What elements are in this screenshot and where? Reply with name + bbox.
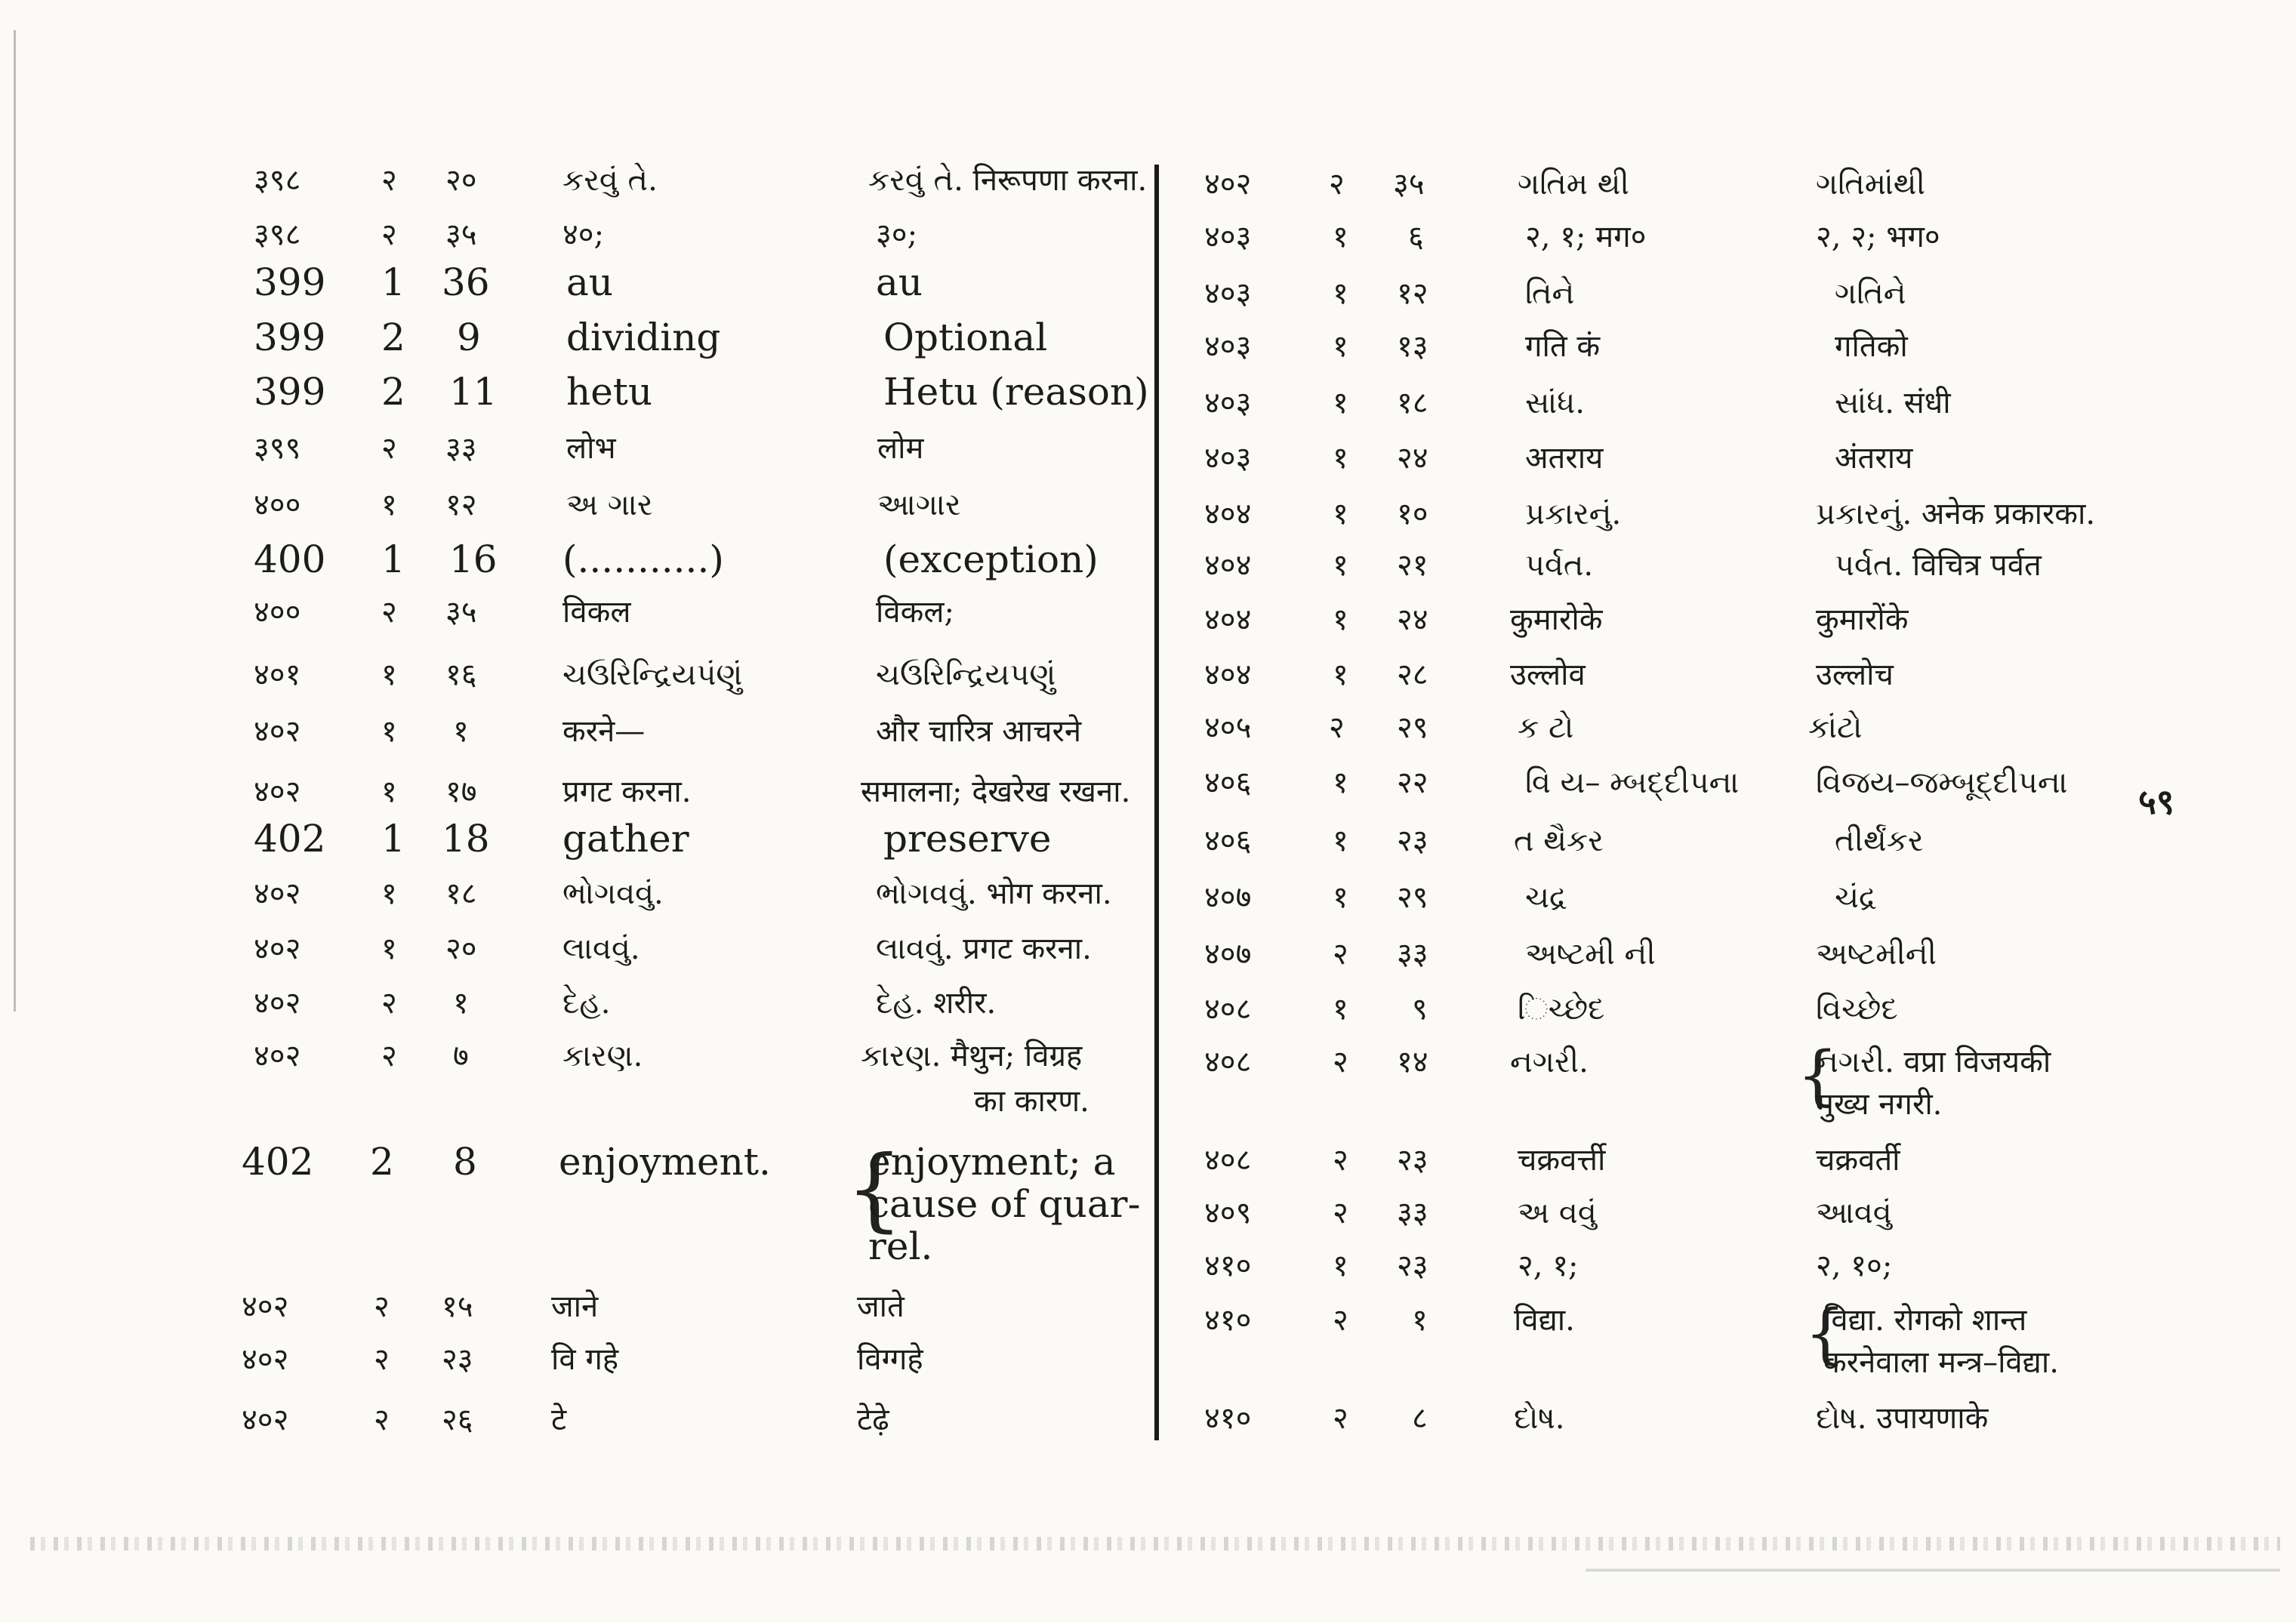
line-number: २३ bbox=[1397, 1143, 1428, 1178]
column-number: २ bbox=[381, 431, 397, 466]
wrong-text: जाने bbox=[551, 1289, 599, 1324]
line-number: १० bbox=[1397, 497, 1428, 531]
column-number: २ bbox=[1333, 1196, 1348, 1230]
wrong-text: टे bbox=[551, 1403, 567, 1437]
column-number: १ bbox=[1333, 1249, 1348, 1283]
page-number: ४१० bbox=[1204, 1249, 1252, 1283]
wrong-text: િચ્છેદ bbox=[1518, 992, 1605, 1027]
correct-text: Hetu (reason) bbox=[883, 370, 1149, 414]
wrong-text: વિ ય– મ્બદ્દીપના bbox=[1525, 765, 1740, 800]
page-number: ४०० bbox=[254, 595, 301, 630]
line-number: १ bbox=[453, 714, 469, 749]
correct-text: जाते bbox=[857, 1289, 905, 1324]
correct-text: ચંદ્ર bbox=[1835, 880, 1877, 915]
page-number: 399 bbox=[254, 316, 326, 359]
column-number: 2 bbox=[381, 370, 405, 414]
correct-text: ગતિને bbox=[1835, 276, 1906, 311]
correct-text: समालना; देखरेख रखना. bbox=[861, 775, 1131, 809]
line-number: २९ bbox=[1397, 880, 1428, 915]
line-number: 11 bbox=[449, 370, 498, 414]
wrong-text: ચઉરિન્દ્રિયપંણું bbox=[562, 658, 743, 692]
wrong-text: ચદ્ર bbox=[1525, 880, 1567, 915]
correct-text: લાવવું. प्रगट करना. bbox=[876, 932, 1092, 966]
wrong-text: लोभ bbox=[566, 431, 616, 466]
correct-text: विद्या. रोगको शान्त bbox=[1823, 1303, 2027, 1338]
correct-text: विग्गहे bbox=[857, 1342, 923, 1377]
correct-text: અષ્ટમીની bbox=[1816, 937, 1937, 972]
correct-text: સાંધ. संधी bbox=[1835, 386, 1951, 420]
page-number: ४०८ bbox=[1204, 1045, 1252, 1079]
correct-text-continued: cause of quar- bbox=[868, 1182, 1141, 1226]
wrong-text: कुमारोके bbox=[1510, 602, 1603, 637]
correct-text: કારણ. मैथुन; विग्रह bbox=[861, 1039, 1083, 1073]
correct-text: गतिको bbox=[1835, 329, 1908, 364]
column-number: १ bbox=[381, 775, 397, 809]
column-number: २ bbox=[374, 1403, 390, 1437]
wrong-text: enjoyment. bbox=[559, 1140, 771, 1184]
column-number: १ bbox=[1333, 548, 1348, 583]
column-number: २ bbox=[1333, 1303, 1348, 1338]
column-number: 1 bbox=[381, 260, 405, 304]
line-number: २३ bbox=[1397, 824, 1428, 858]
page-number: ४०३ bbox=[1204, 220, 1252, 254]
column-number: १ bbox=[1333, 880, 1348, 915]
page-number: 402 bbox=[242, 1140, 314, 1184]
column-number: १ bbox=[1333, 658, 1348, 692]
line-number: १३ bbox=[1397, 329, 1428, 364]
column-number: १ bbox=[1333, 220, 1348, 254]
wrong-text: गति कं bbox=[1525, 329, 1601, 364]
correct-text: પર્વત. विचित्र पर्वत bbox=[1835, 548, 2042, 583]
wrong-text: ભોગવવું. bbox=[562, 876, 664, 911]
wrong-text: विकल bbox=[562, 595, 631, 630]
correct-text: આવવું bbox=[1816, 1196, 1892, 1230]
line-number: ३३ bbox=[1397, 1196, 1428, 1230]
correct-text: कुमारोंके bbox=[1816, 602, 1909, 637]
column-number: २ bbox=[374, 1342, 390, 1377]
page-number: ४०६ bbox=[1204, 824, 1252, 858]
line-number: २४ bbox=[1397, 602, 1428, 637]
column-number: १ bbox=[381, 876, 397, 911]
page-number: ४०८ bbox=[1204, 1143, 1252, 1178]
wrong-text: करने— bbox=[562, 714, 646, 749]
correct-text: ३०; bbox=[876, 217, 918, 252]
line-number: 9 bbox=[457, 316, 481, 359]
correct-text: દોષ. उपायणाके bbox=[1816, 1401, 1989, 1436]
correct-text: કાંટો bbox=[1808, 710, 1863, 745]
wrong-text: उल्लोव bbox=[1510, 658, 1586, 692]
line-number: १८ bbox=[445, 876, 477, 911]
line-number: २४ bbox=[1397, 441, 1428, 476]
scan-noise-line bbox=[1586, 1569, 2280, 1572]
page-number: ४०८ bbox=[1204, 992, 1252, 1027]
line-number: 36 bbox=[442, 260, 490, 304]
page-number: ४०४ bbox=[1204, 497, 1252, 531]
page-number: 399 bbox=[254, 370, 326, 414]
line-number: ३३ bbox=[1397, 937, 1428, 972]
page-number: 399 bbox=[254, 260, 326, 304]
correct-text: २, २; भग० bbox=[1816, 220, 1940, 254]
wrong-text: કારણ. bbox=[562, 1039, 643, 1073]
wrong-text: દેહ. bbox=[562, 986, 611, 1021]
line-number: 18 bbox=[442, 817, 490, 861]
wrong-text: તિને bbox=[1525, 276, 1575, 311]
line-number: १६ bbox=[445, 658, 477, 692]
page-number: ४०२ bbox=[254, 775, 301, 809]
page-number: ४१० bbox=[1204, 1401, 1252, 1436]
correct-text: નગરી. वप्रा विजयकी bbox=[1816, 1045, 2051, 1079]
page-number: ४०४ bbox=[1204, 602, 1252, 637]
page-number: ३९८ bbox=[254, 217, 301, 252]
line-number: २० bbox=[445, 163, 477, 198]
page-number: ४०३ bbox=[1204, 441, 1252, 476]
column-number: २ bbox=[381, 163, 397, 198]
column-divider bbox=[1154, 165, 1159, 1440]
line-number: २३ bbox=[1397, 1249, 1428, 1283]
wrong-text: hetu bbox=[566, 370, 653, 414]
correct-text-continued: मुख्य नगरी. bbox=[1816, 1087, 1943, 1122]
page-number: ४०१ bbox=[254, 658, 301, 692]
wrong-text: કરવું તે. bbox=[562, 163, 658, 198]
line-number: ३३ bbox=[445, 431, 477, 466]
wrong-text: પર્વત. bbox=[1525, 548, 1594, 583]
line-number: २९ bbox=[1397, 710, 1428, 745]
brace-icon: { bbox=[846, 1137, 904, 1242]
page-number: ४०२ bbox=[254, 714, 301, 749]
column-number: २ bbox=[1333, 1143, 1348, 1178]
wrong-text: (...........) bbox=[562, 537, 724, 581]
column-number: २ bbox=[1329, 710, 1345, 745]
brace-icon: { bbox=[1797, 1038, 1838, 1113]
wrong-text: સાંધ. bbox=[1525, 386, 1585, 420]
line-number: २२ bbox=[1397, 765, 1428, 800]
column-number: १ bbox=[1333, 765, 1348, 800]
page-number: ४१० bbox=[1204, 1303, 1252, 1338]
correct-text: ગતિમાંથી bbox=[1816, 167, 1925, 202]
line-number: १४ bbox=[1397, 1045, 1428, 1079]
page-number: ४०२ bbox=[254, 876, 301, 911]
line-number: १ bbox=[453, 986, 469, 1021]
line-number: १ bbox=[1412, 1303, 1428, 1338]
correct-text: २, १०; bbox=[1816, 1249, 1893, 1283]
line-number: १७ bbox=[445, 775, 477, 809]
wrong-text: ક ટો bbox=[1518, 710, 1574, 745]
column-number: १ bbox=[1333, 329, 1348, 364]
correct-text: વિચ્છેદ bbox=[1816, 992, 1898, 1027]
wrong-text: ત થૈકર bbox=[1514, 824, 1604, 858]
wrong-text: अतराय bbox=[1525, 441, 1604, 476]
column-number: 1 bbox=[381, 537, 405, 581]
page-number: ४०० bbox=[254, 488, 301, 522]
correct-text: Optional bbox=[883, 316, 1048, 359]
line-number: ३५ bbox=[445, 595, 477, 630]
correct-text: अंतराय bbox=[1835, 441, 1913, 476]
wrong-text: २, १; मग० bbox=[1525, 220, 1647, 254]
correct-text: enjoyment; a bbox=[868, 1140, 1116, 1184]
correct-text-continued: rel. bbox=[868, 1224, 933, 1268]
page-number: ३९८ bbox=[254, 163, 301, 198]
correct-text: और चारित्र आचरने bbox=[876, 714, 1082, 749]
page-number: 400 bbox=[254, 537, 326, 581]
line-number: 16 bbox=[449, 537, 498, 581]
line-number: २० bbox=[445, 932, 477, 966]
wrong-text: દોષ. bbox=[1514, 1401, 1565, 1436]
line-number: ८ bbox=[1412, 1401, 1428, 1436]
correct-text: કરવું તે. निरूपणा करना. bbox=[868, 163, 1148, 198]
column-number: १ bbox=[381, 488, 397, 522]
line-number: ३५ bbox=[445, 217, 477, 252]
wrong-text: चक्रवर्त्ती bbox=[1518, 1143, 1606, 1178]
column-number: २ bbox=[381, 1039, 397, 1073]
wrong-text: au bbox=[566, 260, 614, 304]
page-number: ४०६ bbox=[1204, 765, 1252, 800]
column-number: 2 bbox=[381, 316, 405, 359]
column-number: १ bbox=[381, 932, 397, 966]
page-number: ४०३ bbox=[1204, 386, 1252, 420]
line-number: १२ bbox=[1397, 276, 1428, 311]
column-number: १ bbox=[1333, 602, 1348, 637]
scan-noise-band bbox=[30, 1537, 2280, 1551]
line-number: १८ bbox=[1397, 386, 1428, 420]
correct-text: चक्रवर्ती bbox=[1816, 1143, 1900, 1178]
line-number: २६ bbox=[442, 1403, 473, 1437]
page-number: ४०५ bbox=[1204, 710, 1252, 745]
correct-text: દેહ. शरीर. bbox=[876, 986, 997, 1021]
correct-text: टेढ़े bbox=[857, 1403, 889, 1437]
column-number: १ bbox=[381, 714, 397, 749]
page-number: ४०४ bbox=[1204, 658, 1252, 692]
wrong-text: gather bbox=[562, 817, 689, 861]
line-number: 8 bbox=[453, 1140, 477, 1184]
page-edge bbox=[14, 30, 16, 1012]
correct-text: તીર્થંકર bbox=[1835, 824, 1924, 858]
correct-text: ભોગવવું. भोग करना. bbox=[876, 876, 1112, 911]
page-number: ४०२ bbox=[254, 1039, 301, 1073]
column-number: १ bbox=[1333, 497, 1348, 531]
page-number: ४०४ bbox=[1204, 548, 1252, 583]
correct-text: ચઉરિન્દ્રિયપણું bbox=[876, 658, 1056, 692]
page-number: ४०२ bbox=[254, 932, 301, 966]
column-number: २ bbox=[1329, 167, 1345, 202]
page-number: ४०७ bbox=[1204, 880, 1252, 915]
line-number: २१ bbox=[1397, 548, 1428, 583]
page-number: ४०७ bbox=[1204, 937, 1252, 972]
column-number: २ bbox=[381, 595, 397, 630]
column-number: १ bbox=[1333, 824, 1348, 858]
correct-text: au bbox=[876, 260, 923, 304]
column-number: १ bbox=[381, 658, 397, 692]
column-number: २ bbox=[374, 1289, 390, 1324]
line-number: ९ bbox=[1412, 992, 1428, 1027]
wrong-text: અ ગાર bbox=[566, 488, 653, 522]
line-number: १५ bbox=[442, 1289, 473, 1324]
correct-text: preserve bbox=[883, 817, 1052, 861]
correct-text: विकल; bbox=[876, 595, 954, 630]
line-number: ६ bbox=[1408, 220, 1424, 254]
column-number: २ bbox=[381, 217, 397, 252]
column-number: १ bbox=[1333, 386, 1348, 420]
page-number: ४०२ bbox=[242, 1403, 289, 1437]
wrong-text: અ વવું bbox=[1518, 1196, 1597, 1230]
column-number: २ bbox=[381, 986, 397, 1021]
correct-text: (exception) bbox=[883, 537, 1099, 581]
column-number: १ bbox=[1333, 992, 1348, 1027]
wrong-text: લાવવું. bbox=[562, 932, 640, 966]
wrong-text: ગતિમ થી bbox=[1518, 167, 1629, 202]
page-number: ४०२ bbox=[1204, 167, 1252, 202]
correct-text: વિજય–જમ્બૂદ્દીપના bbox=[1816, 765, 2068, 800]
line-number: २८ bbox=[1397, 658, 1428, 692]
line-number: ३५ bbox=[1393, 167, 1425, 202]
wrong-text: २, १; bbox=[1518, 1249, 1579, 1283]
wrong-text: ४०; bbox=[562, 217, 605, 252]
column-number: १ bbox=[1333, 276, 1348, 311]
page-number: ४०२ bbox=[254, 986, 301, 1021]
correct-text-continued: करनेवाला मन्त्र–विद्या. bbox=[1823, 1345, 2059, 1380]
column-number: 1 bbox=[381, 817, 405, 861]
page-number: ३९९ bbox=[254, 431, 301, 466]
correct-text: પ્રકારનું. अनेक प्रकारका. bbox=[1816, 497, 2096, 531]
column-number: २ bbox=[1333, 1401, 1348, 1436]
correct-text: लोम bbox=[877, 431, 924, 466]
line-number: १२ bbox=[445, 488, 477, 522]
margin-page-mark: ५९ bbox=[2138, 781, 2174, 822]
page-number: ४०२ bbox=[242, 1342, 289, 1377]
column-number: 2 bbox=[370, 1140, 394, 1184]
column-number: १ bbox=[1333, 441, 1348, 476]
correct-text-continued: का कारण. bbox=[974, 1084, 1089, 1119]
wrong-text: विद्या. bbox=[1514, 1303, 1575, 1338]
column-number: २ bbox=[1333, 937, 1348, 972]
page-number: ४०२ bbox=[242, 1289, 289, 1324]
line-number: ७ bbox=[453, 1039, 469, 1073]
wrong-text: અષ્ટમી ની bbox=[1525, 937, 1656, 972]
wrong-text: वि गहे bbox=[551, 1342, 619, 1377]
wrong-text: प्रगट करना. bbox=[562, 775, 692, 809]
page-number: ४०३ bbox=[1204, 329, 1252, 364]
page-number: ४०३ bbox=[1204, 276, 1252, 311]
wrong-text: પ્રકારનું. bbox=[1525, 497, 1622, 531]
column-number: २ bbox=[1333, 1045, 1348, 1079]
wrong-text: નગરી. bbox=[1510, 1045, 1589, 1079]
brace-icon: { bbox=[1804, 1296, 1846, 1372]
wrong-text: dividing bbox=[566, 316, 721, 359]
line-number: २३ bbox=[442, 1342, 473, 1377]
correct-text: उल्लोच bbox=[1816, 658, 1894, 692]
correct-text: આગાર bbox=[877, 488, 961, 522]
page-number: ४०९ bbox=[1204, 1196, 1252, 1230]
page-number: 402 bbox=[254, 817, 326, 861]
